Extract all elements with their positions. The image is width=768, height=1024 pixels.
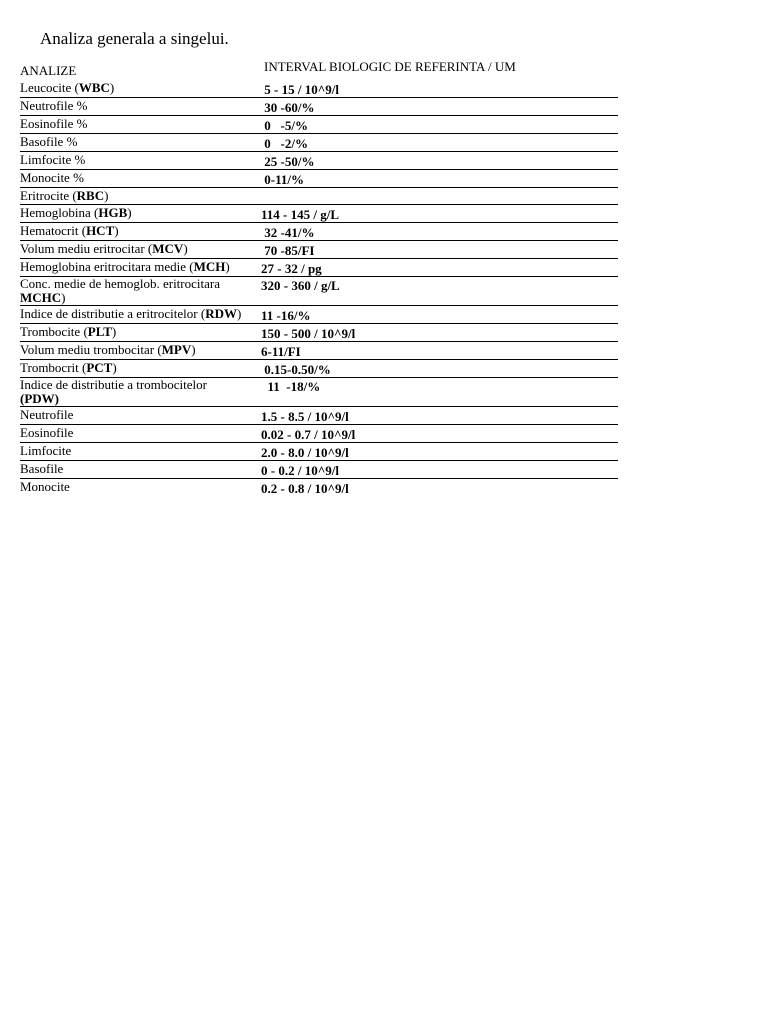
analyte-label: Hemoglobina (: [20, 205, 99, 220]
reference-interval: 6-11/FI: [261, 344, 301, 359]
analyte-name: [20, 205, 261, 222]
analyte-name: [20, 306, 261, 323]
analyte-name: [20, 378, 261, 406]
table-row: [20, 152, 618, 170]
analyte-name: [20, 188, 261, 204]
reference-interval: 5 - 15 / 10^9/l: [261, 82, 339, 97]
analyte-name: [20, 134, 261, 151]
analyte-name: [20, 277, 261, 305]
table-row: [20, 170, 618, 188]
analyte-label: Hematocrit (: [20, 223, 87, 238]
analyte-abbreviation: PLT: [87, 324, 112, 339]
table-row: [20, 378, 618, 407]
analyte-label: Basofile %: [20, 134, 78, 149]
analyte-label: Trombocrit (: [20, 360, 87, 375]
analyte-abbreviation: (PDW): [20, 391, 59, 406]
page-title: Analiza generala a singelui.: [40, 29, 229, 48]
analyte-label: Eosinofile: [20, 425, 74, 440]
reference-interval: 0 -5/%: [261, 118, 308, 133]
reference-interval: 0.2 - 0.8 / 10^9/l: [261, 481, 349, 496]
analyte-suffix: ): [225, 259, 230, 274]
reference-interval: 32 -41/%: [261, 225, 315, 240]
reference-interval: 0 - 0.2 / 10^9/l: [261, 463, 339, 478]
reference-interval: 1.5 - 8.5 / 10^9/l: [261, 409, 349, 424]
analyte-name: [20, 223, 261, 240]
reference-interval: [261, 188, 618, 204]
table-row: [20, 98, 618, 116]
analyte-suffix: ): [236, 306, 242, 321]
analyte-label: Eritrocite (: [20, 188, 77, 203]
table-row: [20, 443, 618, 461]
reference-interval: 70 -85/FI: [261, 243, 315, 258]
analyte-label: Monocite: [20, 479, 70, 494]
analyte-abbreviation: MCHC: [20, 290, 62, 305]
table-header: [20, 58, 618, 80]
table-row: [20, 188, 618, 205]
analyte-label: Conc. medie de hemoglob. eritrocitara: [20, 276, 220, 291]
table-row: [20, 241, 618, 259]
table-row: [20, 259, 618, 277]
analyte-suffix: ): [112, 360, 117, 375]
analyte-suffix: ): [114, 223, 119, 238]
analyte-label: Monocite %: [20, 170, 84, 185]
table-row: [20, 306, 618, 324]
analyte-name: [20, 170, 261, 187]
analyte-abbreviation: MCV: [152, 241, 184, 256]
analyte-name: [20, 407, 261, 424]
analyte-name: [20, 259, 261, 276]
table-row: [20, 360, 618, 378]
analyte-abbreviation: HCT: [86, 223, 115, 238]
reference-interval: 114 - 145 / g/L: [261, 207, 340, 222]
analyte-name: [20, 360, 261, 377]
reference-interval: 0-11/%: [261, 172, 304, 187]
reference-interval: 30 -60/%: [261, 100, 315, 115]
analyte-label: Volum mediu trombocitar (: [20, 342, 162, 357]
analyte-name: [20, 443, 261, 460]
analyte-name: [20, 241, 261, 258]
table-row: [20, 479, 618, 496]
analyte-suffix: ): [127, 205, 132, 220]
analyte-label: Neutrofile: [20, 407, 74, 422]
table-row: [20, 461, 618, 479]
analyte-label: Limfocite %: [20, 152, 86, 167]
analyte-label: Limfocite: [20, 443, 72, 458]
reference-interval: 0.15-0.50/%: [261, 362, 331, 377]
table-row: [20, 425, 618, 443]
analyte-suffix: ): [183, 241, 188, 256]
analyte-abbreviation: RBC: [76, 188, 105, 203]
analyte-label: Indice de distributie a eritrocitelor (: [20, 306, 206, 321]
reference-interval: 2.0 - 8.0 / 10^9/l: [261, 445, 349, 460]
analyte-name: [20, 98, 261, 115]
analyte-name: [20, 324, 261, 341]
table-row: [20, 407, 618, 425]
analyte-label: Eosinofile %: [20, 116, 88, 131]
analyte-abbreviation: MPV: [161, 342, 192, 357]
table-row: [20, 324, 618, 342]
reference-interval: 27 - 32 / pg: [261, 261, 322, 276]
table-row: [20, 205, 618, 223]
analyte-abbreviation: PCT: [86, 360, 113, 375]
analyte-name: [20, 479, 261, 496]
analyte-suffix: ): [109, 80, 115, 95]
analyte-abbreviation: RDW: [205, 306, 237, 321]
table-row: [20, 277, 618, 306]
analyte-abbreviation: WBC: [78, 80, 110, 95]
analyte-label: Neutrofile %: [20, 98, 88, 113]
table-row: [20, 116, 618, 134]
analyte-label: Leucocite (: [20, 80, 79, 95]
table-body: [20, 80, 618, 496]
analyte-label: Volum mediu eritrocitar (: [20, 241, 153, 256]
analyte-label: Hemoglobina eritrocitara medie (: [20, 259, 194, 274]
analyte-name: [20, 425, 261, 442]
analyte-name: [20, 116, 261, 133]
analyte-name: [20, 80, 261, 97]
analyte-abbreviation: HGB: [98, 205, 128, 220]
analyte-abbreviation: MCH: [193, 259, 226, 274]
reference-interval: 0.02 - 0.7 / 10^9/l: [261, 427, 356, 442]
reference-interval: 320 - 360 / g/L: [261, 278, 340, 293]
reference-interval: 11 -18/%: [261, 379, 321, 394]
reference-interval: 11 -16/%: [261, 308, 311, 323]
analyte-suffix: ): [191, 342, 196, 357]
analyte-suffix: ): [61, 290, 66, 305]
analyte-suffix: ): [104, 188, 109, 203]
table-row: [20, 223, 618, 241]
analyte-label: Trombocite (: [20, 324, 88, 339]
header-interval: INTERVAL BIOLOGIC DE REFERINTA / UM: [264, 59, 516, 74]
reference-table: [20, 58, 618, 496]
table-row: [20, 80, 618, 98]
reference-interval: 25 -50/%: [261, 154, 315, 169]
analyte-label: Basofile: [20, 461, 64, 476]
analyte-label: Indice de distributie a trombocitelor: [20, 377, 207, 392]
table-row: [20, 134, 618, 152]
analyte-name: [20, 152, 261, 169]
table-row: [20, 342, 618, 360]
analyte-suffix: ): [111, 324, 117, 339]
reference-interval: 0 -2/%: [261, 136, 308, 151]
analyte-name: [20, 342, 261, 359]
header-analize: ANALIZE: [20, 63, 77, 78]
reference-interval: 150 - 500 / 10^9/l: [261, 326, 356, 341]
analyte-name: [20, 461, 261, 478]
